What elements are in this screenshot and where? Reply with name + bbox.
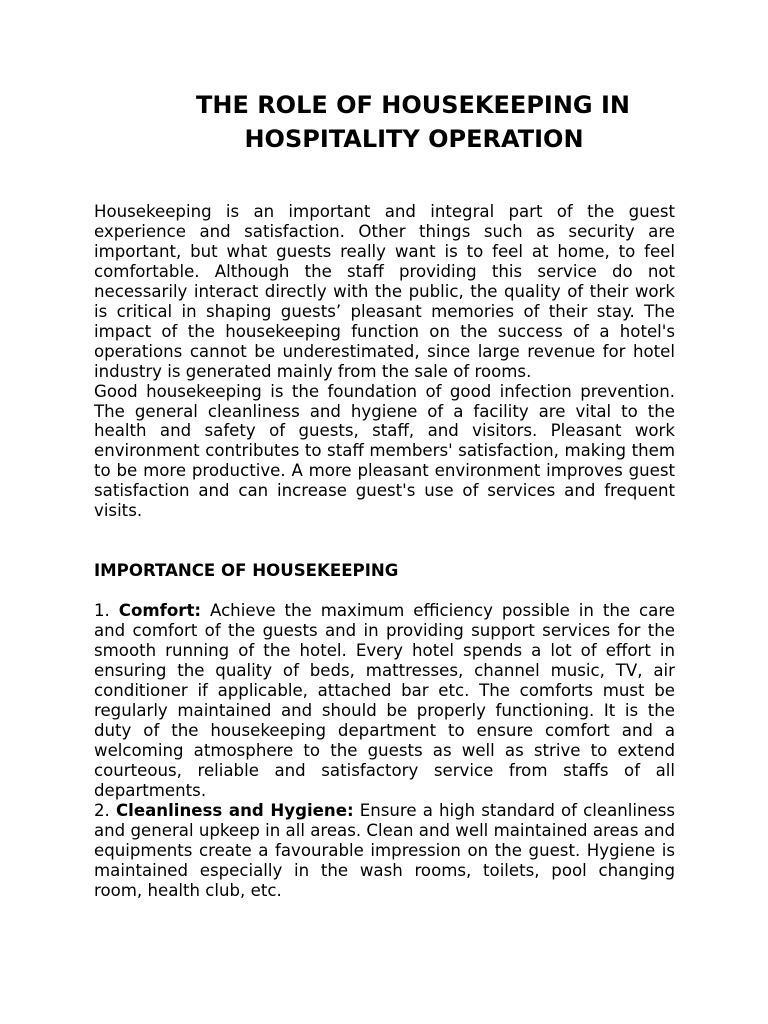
- item-term: Cleanliness and Hygiene:: [115, 800, 354, 820]
- title-line-1: THE ROLE OF HOUSEKEEPING IN: [195, 91, 630, 119]
- section-heading: IMPORTANCE OF HOUSEKEEPING: [94, 561, 399, 581]
- list-item-cleanliness: [94, 801, 675, 901]
- item-number: 2.: [94, 800, 116, 820]
- spacer: [94, 581, 675, 601]
- page-title: [0, 88, 768, 156]
- item-number: 1.: [94, 601, 119, 621]
- item-text: Achieve the maximum efficiency possible in the care and comfort of the guests and in providing support services for the smooth running of the hotel. Every hotel spends a lot of effort in ensuring the quality of beds, mattresses, channel music, TV, air conditioner if applicable, attached bar etc. The comforts must be regularly maintained and should be properly functioning. It is the duty of the housekeeping department to ensure comfort and a welcoming atmosphere to the guests as well as strive to extend courteous, reliable and satisfactory service from staffs of all departments.: [94, 601, 676, 800]
- item-term: Comfort:: [118, 601, 202, 621]
- intro-paragraph-2: Good housekeeping is the foundation of good infection prevention. The general cleanliness and hygiene of a facility are vital to the health and safety of guests, staff, and visitors. Pleasant work environment contributes to staff members' satisfaction, making them to be more productive. A more pleasant environment improves guest satisfaction and can increase guest's use of services and frequent visits.: [94, 381, 675, 521]
- list-item-comfort: [94, 601, 675, 801]
- title-line-2: HOSPITALITY OPERATION: [244, 125, 584, 153]
- spacer: [94, 521, 675, 561]
- intro-paragraph-1: Housekeeping is an important and integral part of the guest experience and satisfaction. Other things such as security are important, but what guests really want is to feel at home, to feel comfortable. Although the staff providing this service do not necessarily interact directly with the public, the quality of their work is critical in shaping guests’ pleasant memories of their stay. The impact of the housekeeping function on the success of a hotel's operations cannot be underestimated, since large revenue for hotel industry is generated mainly from the sale of rooms.: [94, 202, 675, 381]
- document-body: [94, 202, 675, 901]
- item-text: Ensure a high standard of cleanliness and general upkeep in all areas. Clean and well maintained areas and equipments create a favourable impression on the guest. Hygiene is maintained especially in the wash rooms, toilets, pool changing room, health club, etc.: [94, 800, 675, 900]
